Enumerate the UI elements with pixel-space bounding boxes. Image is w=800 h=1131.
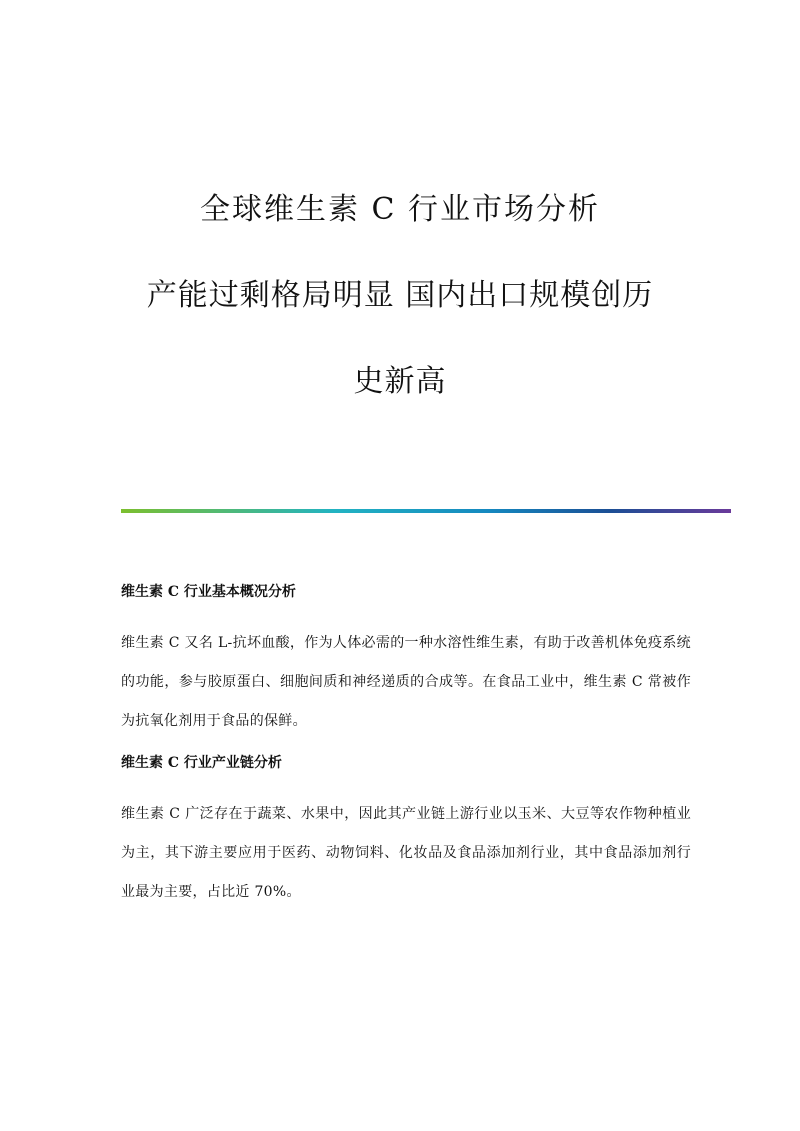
section-heading-overview: 维生素 C 行业基本概况分析 xyxy=(121,584,296,600)
document-body xyxy=(121,580,691,922)
title-line-3: 史新高 xyxy=(353,364,447,399)
section-heading-supply-chain: 维生素 C 行业产业链分析 xyxy=(121,755,282,771)
title-line-1: 全球维生素 C 行业市场分析 xyxy=(199,192,601,227)
title-line-2: 产能过剩格局明显 国内出口规模创历 xyxy=(146,278,654,313)
document-title xyxy=(0,183,800,441)
section-paragraph-supply-chain: 维生素 C 广泛存在于蔬菜、水果中，因此其产业链上游行业以玉米、大豆等农作物种植业为主，其下游主要应用于医药、动物饲料、化妆品及食品添加剂行业，其中食品添加剂行业最为主要，占比近 70%。 xyxy=(121,806,691,900)
gradient-divider xyxy=(121,509,731,513)
section-paragraph-overview: 维生素 C 又名 L-抗坏血酸，作为人体必需的一种水溶性维生素，有助于改善机体免疫系统的功能，参与胶原蛋白、细胞间质和神经递质的合成等。在食品工业中，维生素 C 常被作为抗氧化剂用于食品的保鲜。 xyxy=(121,635,691,729)
